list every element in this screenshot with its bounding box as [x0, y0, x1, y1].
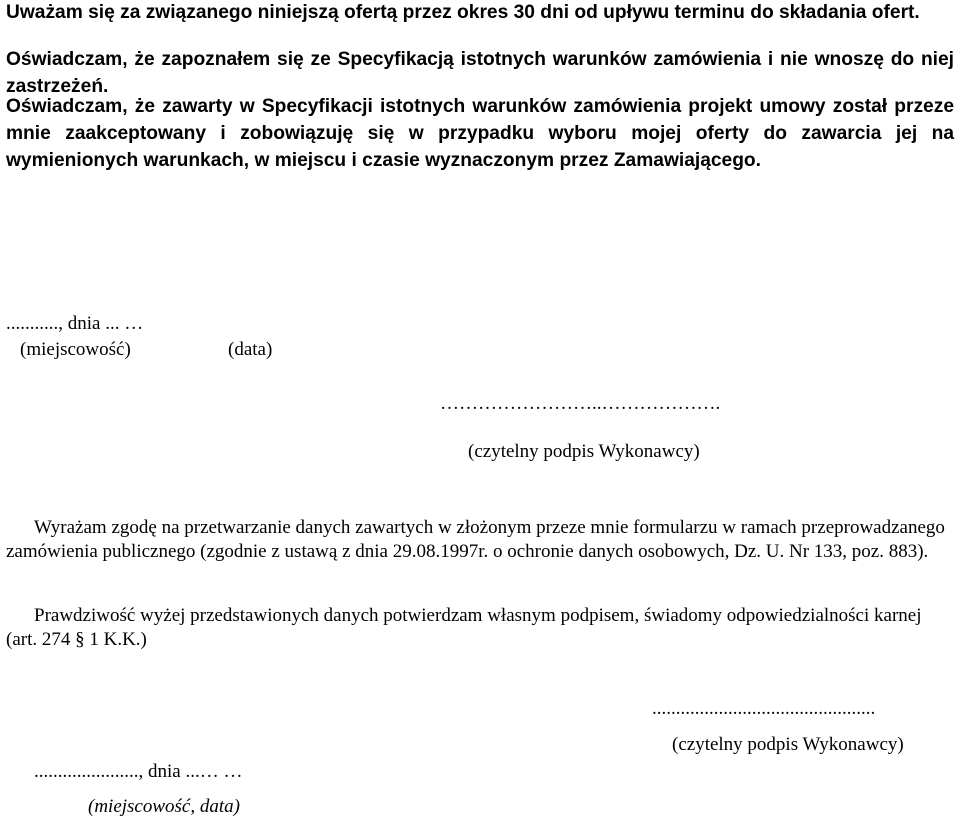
place-date-line-2: ......................, dnia ...… …: [34, 761, 243, 782]
signature-dots: ……………………..……………….: [440, 393, 721, 414]
date-label: (data): [228, 339, 273, 360]
signature-label: (czytelny podpis Wykonawcy): [468, 441, 700, 462]
place-date-line: ..........., dnia ... …: [6, 313, 144, 334]
consent-data-processing: Wyrażam zgodę na przetwarzanie danych zawartych w złożonym przeze mnie formularzu w ramach przeprowadzanego zamówienia publicznego (zgodnie z ustawą z dnia 29.08.1997r. o ochronie danych osobowych, Dz. U. Nr 133, poz. 883).: [6, 517, 945, 562]
place-date-label-2: (miejscowość, data): [88, 796, 240, 817]
consent-truthfulness: Prawdziwość wyżej przedstawionych danych potwierdzam własnym podpisem, świadomy odpowiedzialności karnej (art. 274 § 1 K.K.): [6, 605, 922, 650]
declaration-specification-read: Oświadczam, że zapoznałem się ze Specyfikacją istotnych warunków zamówienia i nie wnoszę do niej zastrzeżeń.: [6, 49, 954, 97]
declaration-offer-validity: Uważam się za związanego niniejszą ofertą przez okres 30 dni od upływu terminu do składania ofert.: [6, 2, 920, 23]
place-label: (miejscowość): [20, 339, 131, 360]
signature-label-2: (czytelny podpis Wykonawcy): [672, 734, 904, 755]
declaration-contract-accepted: Oświadczam, że zawarty w Specyfikacji istotnych warunków zamówienia projekt umowy został przeze mnie zaakceptowany i zobowiązuję się w przypadku wyboru mojej oferty do zawarcia jej na wymienionych warunkach, w miejscu i czasie wyznaczonym przez Zamawiającego.: [6, 96, 954, 171]
signature-dots-2: ...............................................: [652, 698, 876, 719]
